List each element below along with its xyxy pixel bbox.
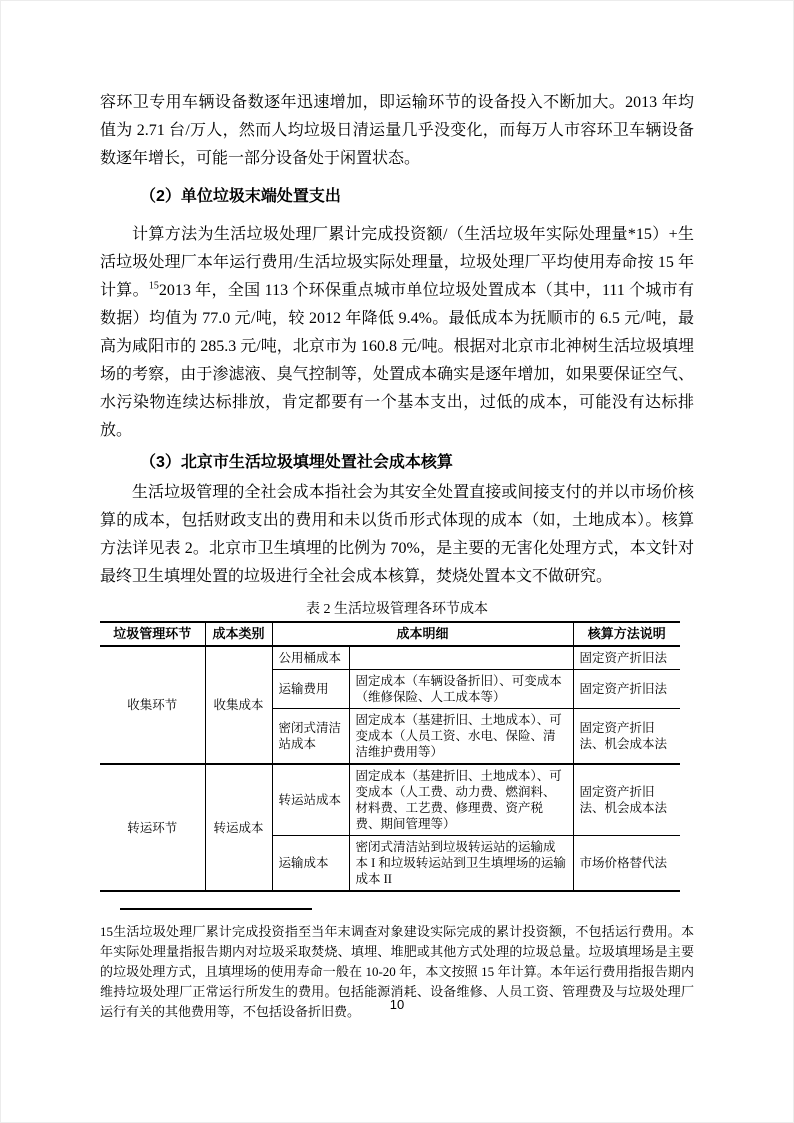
page-number: 10 <box>389 997 405 1012</box>
cell-item-transfer-station: 转运站成本 <box>272 764 349 836</box>
paragraph-vehicle-equipment: 容环卫专用车辆设备数逐年迅速增加，即运输环节的设备投入不断加大。2013 年均值为 2.71 台/万人，然而人均垃圾日清运量几乎没变化，而每万人市容环卫车辆设备数逐年增长，可能一部分设备处于闲置状态。 <box>100 94 694 167</box>
table-row <box>100 646 680 670</box>
cell-category-collect: 收集成本 <box>205 646 272 764</box>
table-row <box>100 764 680 836</box>
paragraph-social-cost: 生活垃圾管理的全社会成本指社会为其安全处置直接或间接支付的并以市场价核算的成本，包括财政支出的费用和未以货币形式体现的成本（如，土地成本）。核算方法详见表 2。北京市卫生填埋的比例为 70%，是主要的无害化处理方式，本文针对最终卫生填埋处置的垃圾进行全社会成本核算，焚烧处置本文不做研究。 <box>100 484 694 585</box>
table-header-row <box>100 622 680 646</box>
cell-category-transfer: 转运成本 <box>205 764 272 891</box>
cell-detail-public-bin <box>349 646 573 670</box>
cell-detail-transfer-station: 固定成本（基建折旧、土地成本）、可变成本（人工费、动力费、燃润料、材料费、工艺费、修理费、资产税费、期间管理等） <box>349 764 573 836</box>
column-header-stage: 垃圾管理环节 <box>100 622 205 646</box>
table-caption: 表 2 生活垃圾管理各环节成本 <box>306 602 488 617</box>
footnote-reference-15: 15 <box>148 280 159 292</box>
paragraph-calculation-method <box>100 221 694 445</box>
cell-detail-cleaning-station: 固定成本（基建折旧、土地成本）、可变成本（人员工资、水电、保险、清洁维护费用等） <box>349 709 573 765</box>
cell-stage-transfer: 转运环节 <box>100 764 205 891</box>
cell-method-transfer-station: 固定资产折旧法、机会成本法 <box>573 764 680 836</box>
cell-item-transport-fee: 运输费用 <box>272 670 349 709</box>
column-header-cost-category: 成本类别 <box>205 622 272 646</box>
cell-method-cleaning-station: 固定资产折旧法、机会成本法 <box>573 709 680 765</box>
cell-item-public-bin: 公用桶成本 <box>272 646 349 670</box>
paragraph-calculation-method-part1: 计算方法为生活垃圾处理厂累计完成投资额/（生活垃圾年实际处理量*15）+生活垃圾处理厂本年运行费用/生活垃圾实际处理量，垃圾处理厂平均使用寿命按 15 年计算。 <box>100 226 694 299</box>
cell-method-transport-fee: 固定资产折旧法 <box>573 670 680 709</box>
cell-method-transport-cost: 市场价格替代法 <box>573 836 680 892</box>
cell-stage-collect: 收集环节 <box>100 646 205 764</box>
column-header-cost-detail: 成本明细 <box>272 622 573 646</box>
cell-detail-transport-cost: 密闭式清洁站到垃圾转运站的运输成本 I 和垃圾转运站到卫生填埋场的运输成本 II <box>349 836 573 892</box>
paragraph-calculation-method-part2: 2013 年，全国 113 个环保重点城市单位垃圾处置成本（其中，111 个城市有数据）均值为 77.0 元/吨，较 2012 年降低 9.4%。最低成本为抚顺市的 6.5 元/吨，最高为咸阳市的 285.3 元/吨，北京市为 160.8 元/吨。根据对北京市北神树生活垃圾填埋场的考察，由于渗滤液、臭气控制等，处置成本确实是逐年增加，如果要保证空气、水污染物连续达标排放，肯定都要有一个基本支出，过低的成本，可能没有达标排放。 <box>100 282 694 439</box>
cell-method-public-bin: 固定资产折旧法 <box>573 646 680 670</box>
heading-unit-waste-disposal-cost: （2）单位垃圾末端处置支出 <box>140 188 341 205</box>
cell-detail-transport-fee: 固定成本（车辆设备折旧）、可变成本（维修保险、人工成本等） <box>349 670 573 709</box>
cell-item-transport-cost: 运输成本 <box>272 836 349 892</box>
footnote-text: 15生活垃圾处理厂累计完成投资指至当年末调查对象建设实际完成的累计投资额，不包括运行费用。本年实际处理量指报告期内对垃圾采取焚烧、填埋、堆肥或其他方式处理的垃圾总量。垃圾填埋场是主要的垃圾处理方式，且填埋场的使用寿命一般在 10-20 年，本文按照 15 年计算。本年运行费用指报告期内维持垃圾处理厂正常运行所发生的费用。包括能源消耗、设备维修、人员工资、管理费及与垃圾处理厂运行有关的其他费用等，不包括设备折旧费。 <box>100 924 694 1019</box>
heading-beijing-social-cost: （3）北京市生活垃圾填埋处置社会成本核算 <box>140 454 453 471</box>
waste-cost-table <box>100 621 680 892</box>
column-header-method: 核算方法说明 <box>573 622 680 646</box>
cell-item-cleaning-station: 密闭式清洁站成本 <box>272 709 349 765</box>
footnote-separator-line <box>120 908 312 910</box>
